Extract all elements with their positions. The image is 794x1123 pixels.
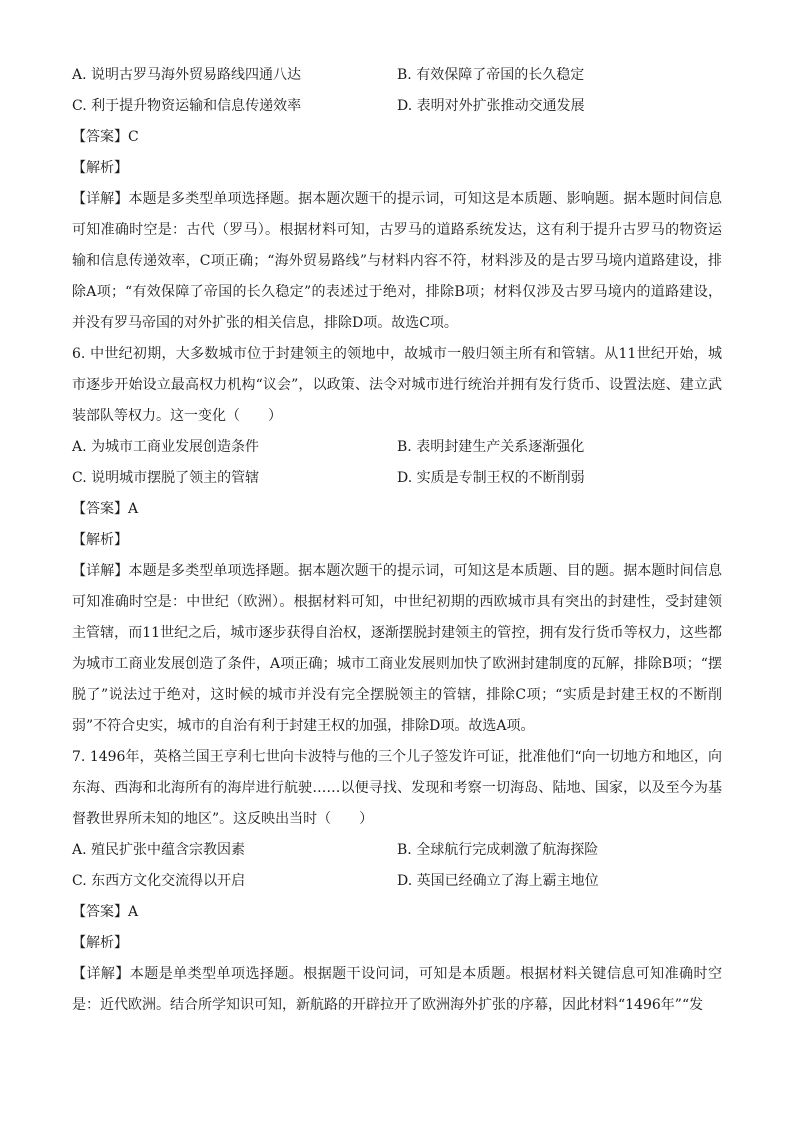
q6-analysis-label: 【解析】 bbox=[72, 532, 128, 548]
q7-option-a[interactable]: A. 殖民扩张中蕴含宗教因素 bbox=[72, 842, 246, 858]
q7-analysis-label: 【解析】 bbox=[72, 935, 128, 951]
q6-options-row-1 bbox=[72, 432, 722, 463]
q5-analysis-label: 【解析】 bbox=[72, 160, 128, 176]
q5-answer: 【答案】C bbox=[72, 129, 139, 145]
q7-detail: 【详解】本题是单类型单项选择题。根据题干设问词，可知是本质题。根据材料关键信息可知准确时空是：近代欧洲。结合所学知识可知，新航路的开辟拉开了欧洲海外扩张的序幕，因此材料“1496年”“发 bbox=[72, 966, 722, 1013]
q7-option-b[interactable]: B. 全球航行完成刺激了航海探险 bbox=[397, 842, 599, 858]
q6-option-c[interactable]: C. 说明城市摆脱了领主的管辖 bbox=[72, 470, 260, 486]
q7-options-row-1 bbox=[72, 835, 722, 866]
q6-option-d[interactable]: D. 实质是专制王权的不断削弱 bbox=[397, 470, 585, 486]
q5-option-b[interactable]: B. 有效保障了帝国的长久稳定 bbox=[397, 67, 585, 83]
q5-options-row-2 bbox=[72, 91, 722, 122]
q6-stem: 6. 中世纪初期，大多数城市位于封建领主的领地中，故城市一般归领主所有和管辖。从11世纪开始，城市逐步开始设立最高权力机构“议会”，以政策、法令对城市进行统治并拥有发行货币、设置法庭、建立武装部队等权力。这一变化（ ） bbox=[72, 346, 722, 424]
q5-options-row-1 bbox=[72, 60, 722, 91]
q5-option-c[interactable]: C. 利于提升物资运输和信息传递效率 bbox=[72, 98, 302, 114]
q6-detail: 【详解】本题是多类型单项选择题。据本题次题干的提示词，可知这是本质题、目的题。据本题时间信息可知准确时空是：中世纪（欧洲）。根据材料可知，中世纪初期的西欧城市具有突出的封建性，受封建领主管辖，而11世纪之后，城市逐步获得自治权，逐渐摆脱封建领主的管控，拥有发行货币等权力，这些都为城市工商业发展创造了条件，A项正确；城市工商业发展则加快了欧洲封建制度的瓦解，排除B项；“摆脱了”说法过于绝对，这时候的城市并没有完全摆脱领主的管辖，排除C项；“实质是封建王权的不断削弱”不符合史实，城市的自治有利于封建王权的加强，排除D项。故选A项。 bbox=[72, 563, 722, 734]
q6-options-row-2 bbox=[72, 463, 722, 494]
q6-option-a[interactable]: A. 为城市工商业发展创造条件 bbox=[72, 439, 260, 455]
q7-option-c[interactable]: C. 东西方文化交流得以开启 bbox=[72, 873, 246, 889]
q7-option-d[interactable]: D. 英国已经确立了海上霸主地位 bbox=[397, 873, 599, 889]
q5-option-d[interactable]: D. 表明对外扩张推动交通发展 bbox=[397, 98, 585, 114]
q7-stem: 7. 1496年，英格兰国王亨利七世向卡波特与他的三个儿子签发许可证，批准他们“向一切地方和地区，向东海、西海和北海所有的海岸进行航驶……以便寻找、发现和考察一切海岛、陆地、国家，以及至今为基督教世界所未知的地区”。这反映出当时（ ） bbox=[72, 749, 722, 827]
q6-option-b[interactable]: B. 表明封建生产关系逐渐强化 bbox=[397, 439, 585, 455]
q7-options-row-2 bbox=[72, 866, 722, 897]
q7-answer: 【答案】A bbox=[72, 904, 139, 920]
q5-detail: 【详解】本题是多类型单项选择题。据本题次题干的提示词，可知这是本质题、影响题。据本题时间信息可知准确时空是：古代（罗马）。根据材料可知，古罗马的道路系统发达，这有利于提升古罗马的物资运输和信息传递效率，C项正确；“海外贸易路线”与材料内容不符，材料涉及的是古罗马境内道路建设，排除A项；“有效保障了帝国的长久稳定”的表述过于绝对，排除B项；材料仅涉及古罗马境内的道路建设，并没有罗马帝国的对外扩张的相关信息，排除D项。故选C项。 bbox=[72, 191, 722, 331]
q5-option-a[interactable]: A. 说明古罗马海外贸易路线四通八达 bbox=[72, 67, 302, 83]
q6-answer: 【答案】A bbox=[72, 501, 139, 517]
document-page bbox=[72, 60, 722, 1021]
